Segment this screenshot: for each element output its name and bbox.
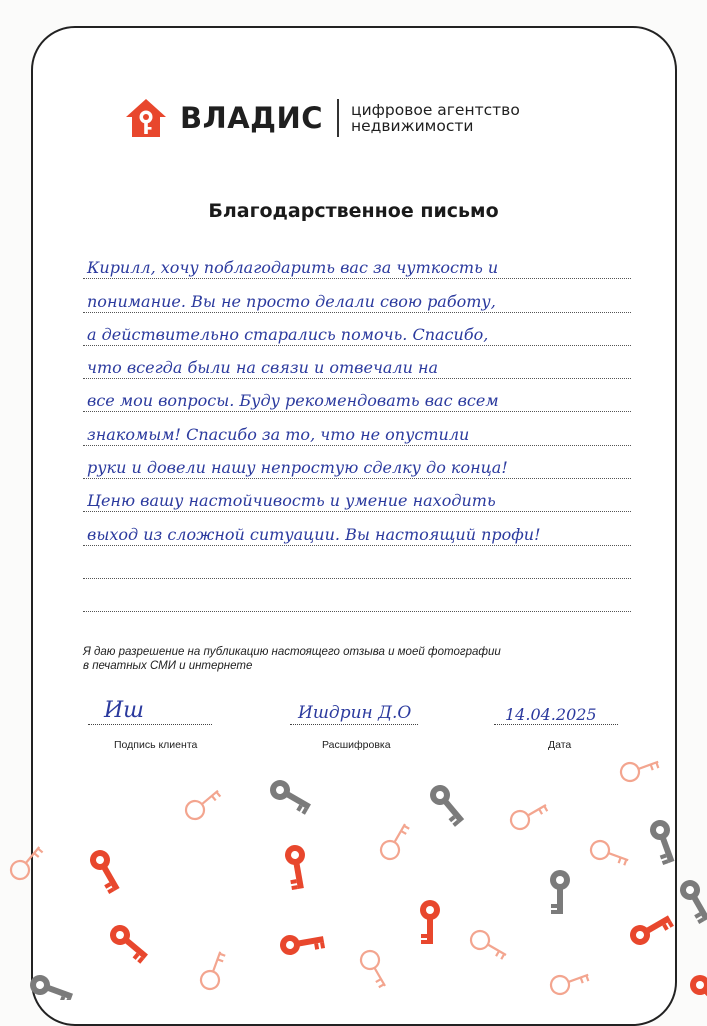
- key-icon: [266, 776, 314, 815]
- letter-line: [83, 546, 631, 579]
- page-title: Благодарственное письмо: [208, 200, 499, 222]
- decoding-value: Ишдрин Д.О: [298, 703, 412, 723]
- key-icon: [626, 909, 674, 948]
- date-line: [494, 724, 618, 725]
- key-icon: [378, 820, 413, 863]
- key-icon: [283, 843, 310, 890]
- logo-divider: [337, 99, 339, 137]
- letter-line: [83, 579, 631, 612]
- decorative-keys-pattern: [0, 760, 707, 1000]
- key-icon: [550, 870, 570, 914]
- key-icon: [468, 928, 511, 963]
- letter-line-text: все мои вопросы. Буду рекомендовать вас всем: [87, 391, 499, 411]
- letter-line: [83, 479, 631, 512]
- date-value: 14.04.2025: [505, 705, 597, 724]
- key-icon: [508, 797, 551, 832]
- house-key-icon: [124, 96, 168, 140]
- letter-line: [83, 379, 631, 412]
- brand-tagline: [351, 102, 520, 134]
- letter-line: [83, 246, 631, 279]
- brand-name: ВЛАДИС: [180, 101, 324, 135]
- brand-logo: [124, 96, 520, 140]
- signature-caption: Подпись клиента: [114, 739, 198, 751]
- letter-body: [83, 246, 631, 612]
- letter-line: [83, 446, 631, 479]
- key-icon: [618, 760, 661, 784]
- brand-tagline-line1: цифровое агентство: [351, 101, 520, 119]
- key-icon: [647, 817, 681, 865]
- letter-line-text: руки и довели нашу непростую сделку до конца!: [87, 458, 508, 478]
- key-icon: [548, 966, 591, 996]
- letter-line-text: что всегда были на связи и отвечали на: [87, 358, 439, 378]
- key-icon: [426, 781, 470, 828]
- key-icon: [198, 949, 228, 992]
- consent-line2: в печатных СМИ и интернете: [83, 660, 253, 672]
- decoding-caption: Расшифровка: [322, 739, 391, 751]
- signature-line: [88, 724, 212, 725]
- letter-line: [83, 279, 631, 312]
- key-icon: [182, 784, 223, 823]
- key-icon: [278, 929, 325, 956]
- letter-line: [83, 512, 631, 545]
- key-icon: [27, 972, 75, 1000]
- key-icon: [420, 900, 440, 944]
- key-icon: [358, 948, 393, 991]
- consent-line1: Я даю разрешение на публикацию настоящего отзыва и моей фотографии: [83, 646, 501, 658]
- letter-line-text: Кирилл, хочу поблагодарить вас за чуткость и: [87, 258, 499, 278]
- key-icon: [106, 921, 153, 965]
- date-caption: Дата: [548, 739, 572, 751]
- key-icon: [7, 841, 46, 882]
- decoding-line: [290, 724, 418, 725]
- letter-line-text: Ценю вашу настойчивость и умение находить: [87, 491, 496, 511]
- letter-line-text: знакомым! Спасибо за то, что не опустили: [87, 424, 470, 444]
- key-icon: [676, 876, 707, 924]
- key-icon: [686, 971, 707, 1000]
- letter-line-text: а действительно старались помочь. Спасибо,: [87, 324, 489, 344]
- publication-consent: [83, 645, 603, 673]
- letter-line: [83, 346, 631, 379]
- brand-tagline-line2: недвижимости: [351, 117, 474, 135]
- key-icon: [588, 838, 631, 868]
- letter-line: [83, 313, 631, 346]
- client-signature: Иш: [104, 698, 145, 723]
- letter-line-text: выход из сложной ситуации. Вы настоящий профи!: [87, 524, 541, 544]
- letter-line: [83, 412, 631, 445]
- letter-line-text: понимание. Вы не просто делали свою работу,: [87, 291, 496, 311]
- key-icon: [86, 846, 125, 894]
